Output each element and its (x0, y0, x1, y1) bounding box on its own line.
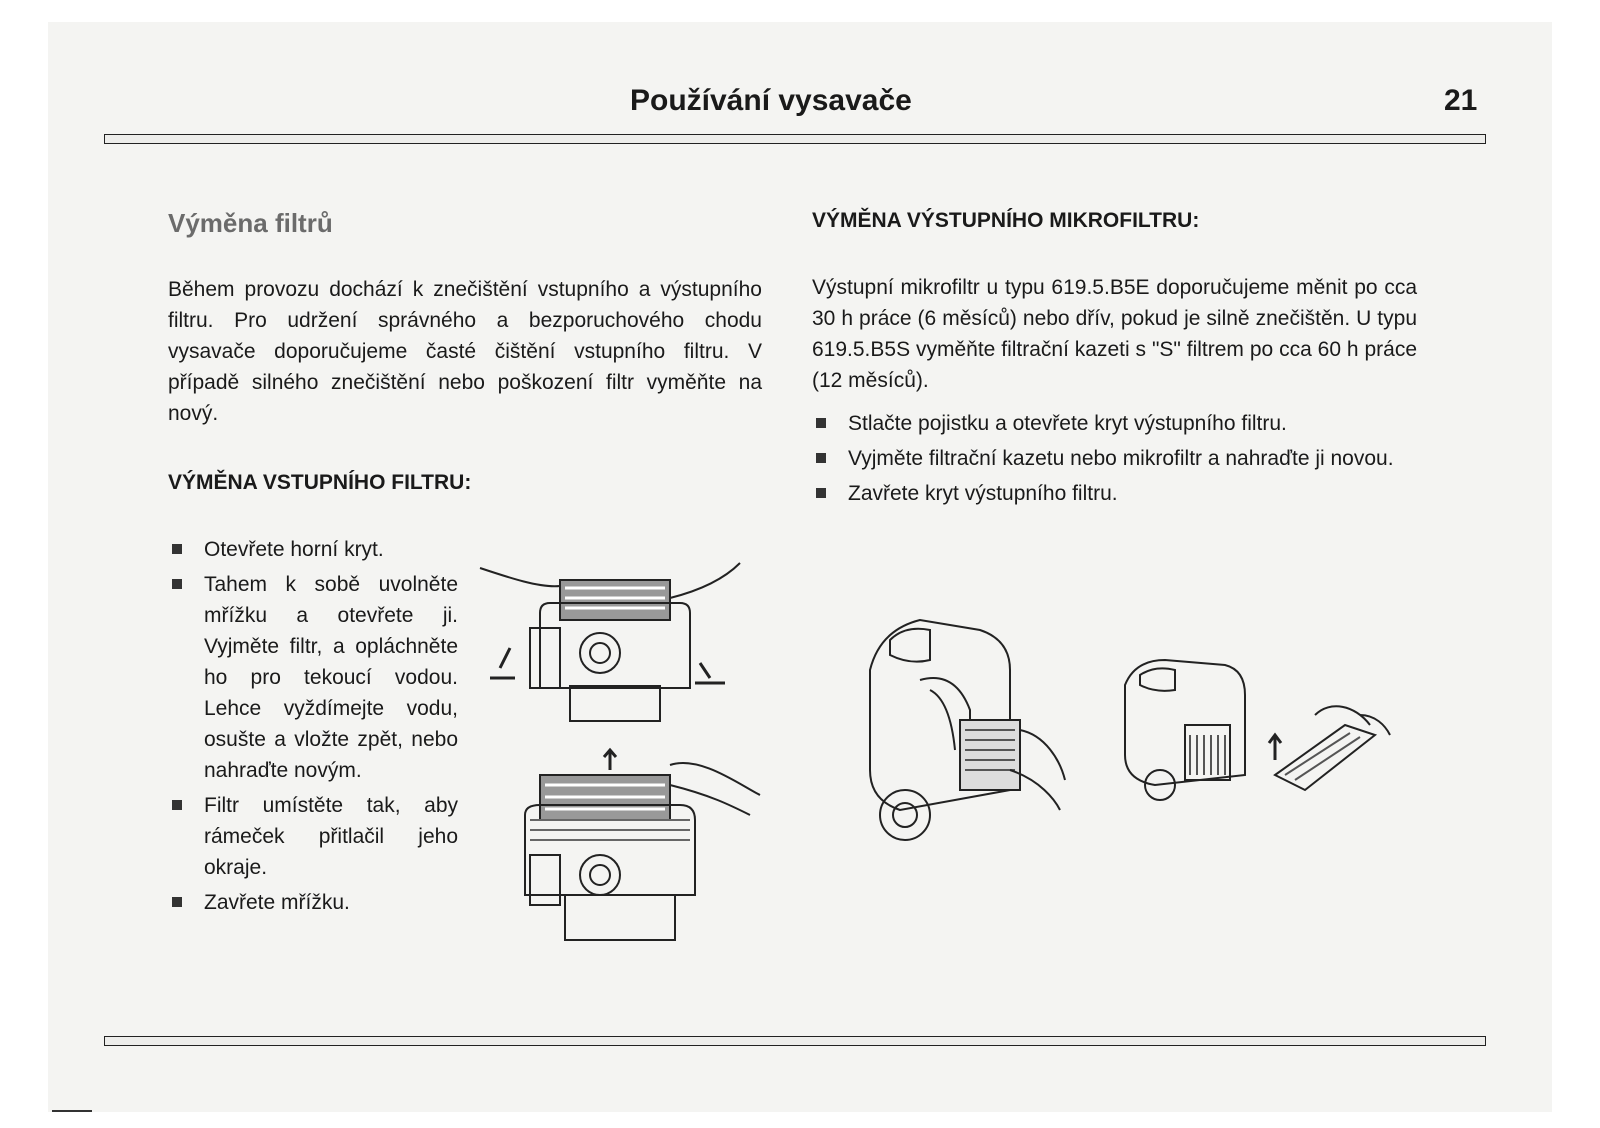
header-rule (104, 134, 1486, 144)
bullet-icon (172, 800, 182, 810)
output-filter-intro: Výstupní mikrofiltr u typu 619.5.B5E doporučujeme měnit po cca 30 h práce (6 měsíců) nebo dřív, pokud je silně znečištěn. U typu 619.5.B5S vyměňte filtrační kazeti s "S" filtrem po cca 60 h práce (12 měsíců). (812, 276, 1417, 392)
bullet-icon (172, 579, 182, 589)
bullet-icon (172, 897, 182, 907)
step-text: Zavřete mřížku. (204, 891, 350, 914)
input-filter-heading: VÝMĚNA VSTUPNÍHO FILTRU: (168, 471, 472, 494)
list-item (812, 408, 1424, 439)
microfilter-removal-illustration (860, 610, 1070, 845)
footer-rule (104, 1036, 1486, 1046)
bullet-icon (816, 453, 826, 463)
list-item (168, 790, 458, 883)
scan-mark (52, 1110, 92, 1112)
step-text: Zavřete kryt výstupního filtru. (848, 482, 1118, 505)
list-item (812, 443, 1424, 474)
list-item (168, 569, 458, 786)
list-item (168, 534, 458, 565)
filter-cassette-illustration (1115, 655, 1395, 815)
filter-insert-illustration (510, 745, 770, 950)
bullet-icon (816, 418, 826, 428)
step-text: Tahem k sobě uvolněte mřížku a otevřete ji. Vyjměte filtr, a opláchněte ho pro tekoucí vodou. Lehce vyždímejte vodu, osušte a vložte zpět, nebo nahraďte novým. (204, 573, 458, 782)
list-item (812, 478, 1424, 509)
step-text: Otevřete horní kryt. (204, 538, 384, 561)
step-text: Vyjměte filtrační kazetu nebo mikrofiltr a nahraďte ji novou. (848, 447, 1394, 470)
step-text: Stlačte pojistku a otevřete kryt výstupního filtru. (848, 412, 1287, 435)
step-text: Filtr umístěte tak, aby rámeček přitlačil jeho okraje. (204, 794, 458, 879)
page-header-title: Používání vysavače (630, 84, 912, 117)
input-filter-steps (168, 534, 458, 922)
list-item (168, 887, 458, 918)
output-filter-steps (812, 408, 1424, 513)
output-filter-heading: VÝMĚNA VÝSTUPNÍHO MIKROFILTRU: (812, 209, 1200, 232)
bullet-icon (172, 544, 182, 554)
section-title: Výměna filtrů (168, 208, 333, 238)
bullet-icon (816, 488, 826, 498)
page-number: 21 (1444, 84, 1478, 117)
grill-open-illustration (470, 558, 770, 738)
intro-paragraph: Během provozu dochází k znečištění vstupního a výstupního filtru. Pro udržení správného a bezporuchového chodu vysavače doporučujeme časté čištění vstupního filtru. V případě silného znečištění nebo poškození filtr vyměňte na nový. (168, 278, 762, 425)
